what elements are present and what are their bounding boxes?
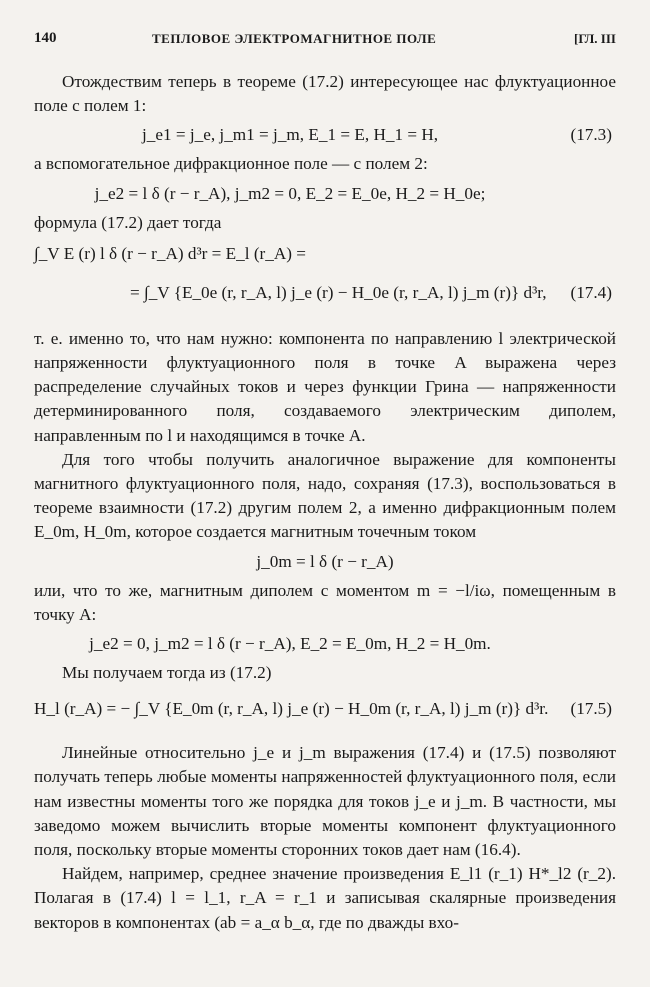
equation-magnetic-current (34, 549, 616, 575)
equation-17-3 (34, 122, 616, 148)
paragraph-7: Мы получаем тогда из (17.2) (62, 663, 272, 683)
equation-17-3-formula: j_e1 = j_e, j_m1 = j_m, E_1 = E, H_1 = H, (141, 125, 439, 145)
paragraph-4: т. е. именно то, что нам нужно: компонента по направлению l электрической напряженности флуктуационного поля в точке A выражена через распределение случайных токов и через функции Грина — напряженности детерминированного поля, создаваемого электрическим диполем, направленным по l и находящимся в точке A. (34, 328, 616, 445)
equation-17-5 (34, 689, 616, 729)
paragraph-9: Найдем, например, среднее значение произведения E_l1 (r_1) H*_l2 (r_2). Полагая в (17.4) l = l_1, r_A = r_1 и записывая скалярные произведения векторов в компонентах (ab = a_α b_α, где по дважды вхо- (34, 864, 616, 932)
equation-17-5-number: (17.5) (570, 699, 612, 719)
paragraph-6: или, что то же, магнитным диполем с моментом m = −l/iω, помещенным в точку A: (34, 580, 616, 624)
equation-auxiliary-magnetic (34, 631, 616, 657)
equation-magnetic-current-formula: j_0m = l δ (r − r_A) (256, 551, 394, 571)
equation-17-3-number: (17.3) (570, 125, 612, 145)
paragraph-2: а вспомогательное дифракционное поле — с полем 2: (34, 154, 428, 174)
paragraph-3: формула (17.2) дает тогда (34, 212, 222, 232)
equation-auxiliary-electric-formula: j_e2 = l δ (r − r_A), j_m2 = 0, E_2 = E_0e, H_2 = H_0e; (94, 183, 486, 203)
paragraph-8: Линейные относительно j_e и j_m выражения (17.4) и (17.5) позволяют получать теперь любые моменты напряженностей флуктуационного поля, если нам известны моменты того же порядка для токов j_e и j_m. В частности, мы заведомо можем вычислить вторые моменты компонент флуктуационного поля, поскольку вторые моменты сторонних токов дает нам (16.4). (34, 743, 616, 860)
paragraph-1: Отождествим теперь в теореме (17.2) интересующее нас флуктуационное поле с полем 1: (34, 72, 616, 116)
equation-auxiliary-magnetic-formula: j_e2 = 0, j_m2 = l δ (r − r_A), E_2 = E_0m, H_2 = H_0m. (89, 634, 491, 654)
equation-auxiliary-electric (34, 181, 616, 207)
equation-17-4-number: (17.4) (570, 282, 612, 302)
equation-17-4-line-2 (34, 273, 616, 313)
paragraph-5: Для того чтобы получить аналогичное выражение для компоненты магнитного флуктуационного поля, надо, сохраняя (17.3), воспользоваться в теореме взаимности (17.2) другим полем 2, а именно дифракционным полем E_0m, H_0m, которое создается магнитным точечным током (34, 449, 616, 542)
running-title: ТЕПЛОВОЕ ЭЛЕКТРОМАГНИТНОЕ ПОЛЕ (152, 31, 437, 46)
page-body (34, 70, 616, 935)
chapter-label: [ГЛ. III (573, 31, 616, 46)
equation-17-4-line-1 (34, 239, 616, 269)
equation-17-4-line-1-formula: ∫_V E (r) l δ (r − r_A) d³r = E_l (r_A) = (34, 243, 307, 263)
page-header (34, 30, 616, 50)
equation-17-5-formula: H_l (r_A) = − ∫_V {E_0m (r, r_A, l) j_e (r) − H_0m (r, r_A, l) j_m (r)} d³r. (34, 699, 549, 719)
equation-17-4-line-2-formula: = ∫_V {E_0e (r, r_A, l) j_e (r) − H_0e (r, r_A, l) j_m (r)} d³r, (130, 282, 547, 302)
page-number: 140 (34, 30, 57, 46)
